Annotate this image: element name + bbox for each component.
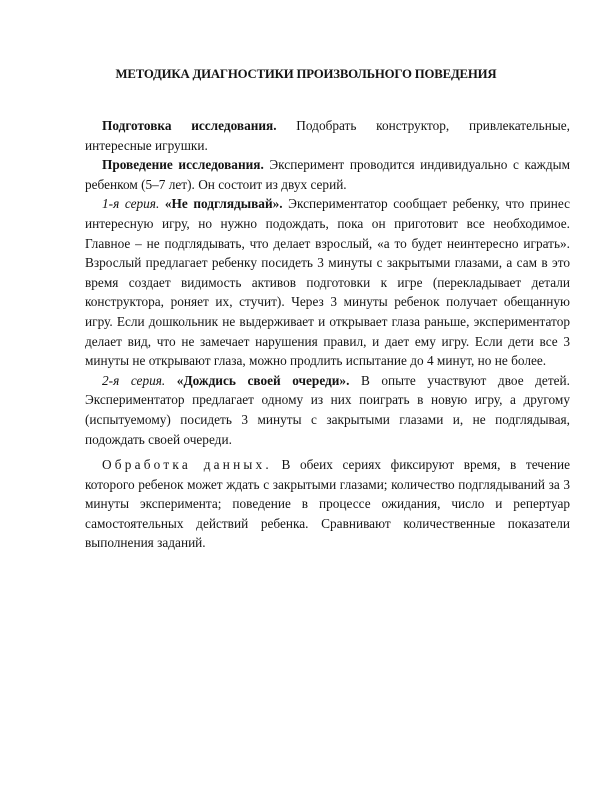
- series-2-name: «Дождись своей очереди».: [165, 372, 350, 388]
- conduct-label: Проведение исследования.: [102, 157, 264, 173]
- paragraph-series-1: [85, 194, 570, 370]
- processing-text: В обеих сериях фиксируют время, в течение которого ребенок может ждать с закрытыми глазами; количество подглядываний за 3 минуты эксперимента; поведение в процессе ожидания, число и репертуар самостоятельных действий ребенка. Сравнивают количественные показатели выполнения заданий.: [85, 457, 570, 551]
- paragraph-conduct: [85, 155, 570, 194]
- preparation-label: Подготовка исследования.: [102, 118, 277, 133]
- paragraph-processing: [85, 455, 570, 553]
- preparation-text: Подобрать конструктор, привлекательные, интересные игрушки.: [85, 118, 570, 153]
- paragraph-series-2: [85, 371, 570, 449]
- series-1-text: Экспериментатор сообщает ребенку, что принес интересную игру, но нужно подождать, пока он приготовит все необходимое. Главное – не подглядывать, что делает взрослый, «а то будет неинтересно играть». Взрослый предлагает ребенку посидеть 3 минуты с закрытыми глазами, а сам в это время создает видимость активов подготовки к игре (перекладывает детали конструктора, роняет их, стучит). Через 3 минуты ребенок получает обещанную игру. Если дошкольник не выдерживает и открывает глаза раньше, экспериментатор делает вид, что не замечает нарушения правил, и дает ему игру. Если дети все 3 минуты не открывают глаза, можно продлить испытание до 4 минут, но не более.: [85, 196, 570, 369]
- conduct-text: Эксперимент проводится индивидуально с каждым ребенком (5–7 лет). Он состоит из двух серий.: [85, 157, 570, 192]
- series-2-label: 2-я серия.: [102, 372, 166, 388]
- series-2-text: В опыте участвуют двое детей. Экспериментатор предлагает одному из них поиграть в новую игру, а другому (испытуемому) посидеть 3 минуты с закрытыми глазами и, не подглядывая, подождать своей очереди.: [85, 372, 570, 447]
- series-1-label: 1-я серия.: [102, 196, 160, 212]
- document-body: [85, 116, 570, 553]
- processing-label: Обработка данных.: [102, 457, 272, 473]
- page-title: МЕТОДИКА ДИАГНОСТИКИ ПРОИЗВОЛЬНОГО ПОВЕДЕНИЯ: [115, 67, 497, 81]
- paragraph-preparation: [85, 116, 570, 155]
- series-1-name: «Не подглядывай».: [159, 196, 283, 212]
